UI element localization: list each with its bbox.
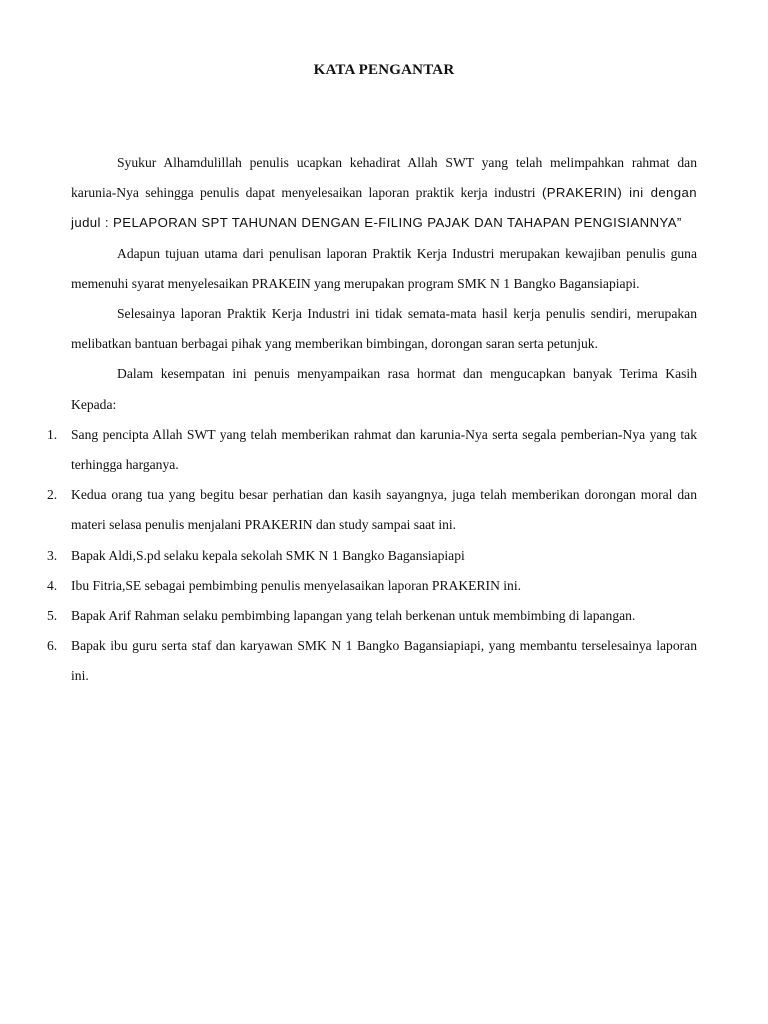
paragraph-opening-text: Syukur Alhamdulillah penulis ucapkan kehadirat Allah SWT yang telah melimpahkan rahmat dan karunia-Nya sehingga penulis dapat menyelesaikan laporan praktik kerja industri — [71, 155, 697, 201]
paragraph-opening — [71, 148, 697, 239]
list-item-number: 6. — [47, 638, 58, 654]
list-item-text: Bapak Aldi,S.pd selaku kepala sekolah SMK N 1 Bangko Bagansiapiapi — [71, 547, 465, 563]
list-item-text: Bapak ibu guru serta staf dan karyawan SMK N 1 Bangko Bagansiapiapi, yang membantu terselesainya laporan ini. — [71, 638, 697, 684]
list-item-text: Bapak Arif Rahman selaku pembimbing lapangan yang telah berkenan untuk membimbing di lapangan. — [71, 608, 636, 624]
list-item — [47, 480, 697, 540]
list-item — [47, 420, 697, 480]
document-body — [47, 148, 697, 692]
paragraph-purpose: Adapun tujuan utama dari penulisan laporan Praktik Kerja Industri merupakan kewajiban penulis guna memenuhi syarat menyelesaikan PRAKEIN yang merupakan program SMK N 1 Bangko Bagansiapiapi. — [71, 245, 697, 291]
list-item — [47, 631, 697, 691]
list-item — [47, 601, 697, 631]
list-item-text: Ibu Fitria,SE sebagai pembimbing penulis menyelasaikan laporan PRAKERIN ini. — [71, 577, 522, 593]
paragraph-opening-title: (PRAKERIN) ini dengan judul : PELAPORAN SPT TAHUNAN DENGAN E-FILING PAJAK DAN TAHAPAN PENGISIANNYA” — [71, 185, 697, 231]
list-item — [47, 571, 697, 601]
paragraph-thanks-intro: Dalam kesempatan ini penuis menyampaikan rasa hormat dan mengucapkan banyak Terima Kasih Kepada: — [71, 366, 697, 412]
list-item-number: 2. — [47, 487, 58, 503]
list-item-number: 3. — [47, 547, 58, 563]
thanks-list — [47, 420, 697, 692]
list-item-text: Kedua orang tua yang begitu besar perhatian dan kasih sayangnya, juga telah memberikan dorongan moral dan materi selasa penulis menjalani PRAKERIN dan study sampai saat ini. — [71, 487, 697, 533]
list-item-number: 5. — [47, 608, 58, 624]
paragraph-acknowledgement: Selesainya laporan Praktik Kerja Industri ini tidak semata-mata hasil kerja penulis sendiri, merupakan melibatkan bantuan berbagai pihak yang memberikan bimbingan, dorongan saran serta petunjuk. — [71, 306, 697, 352]
page-title: KATA PENGANTAR — [313, 62, 455, 78]
list-item-number: 1. — [47, 426, 58, 442]
list-item-number: 4. — [47, 577, 58, 593]
list-item-text: Sang pencipta Allah SWT yang telah memberikan rahmat dan karunia-Nya serta segala pemberian-Nya yang tak terhingga harganya. — [71, 426, 697, 473]
list-item — [47, 541, 697, 571]
